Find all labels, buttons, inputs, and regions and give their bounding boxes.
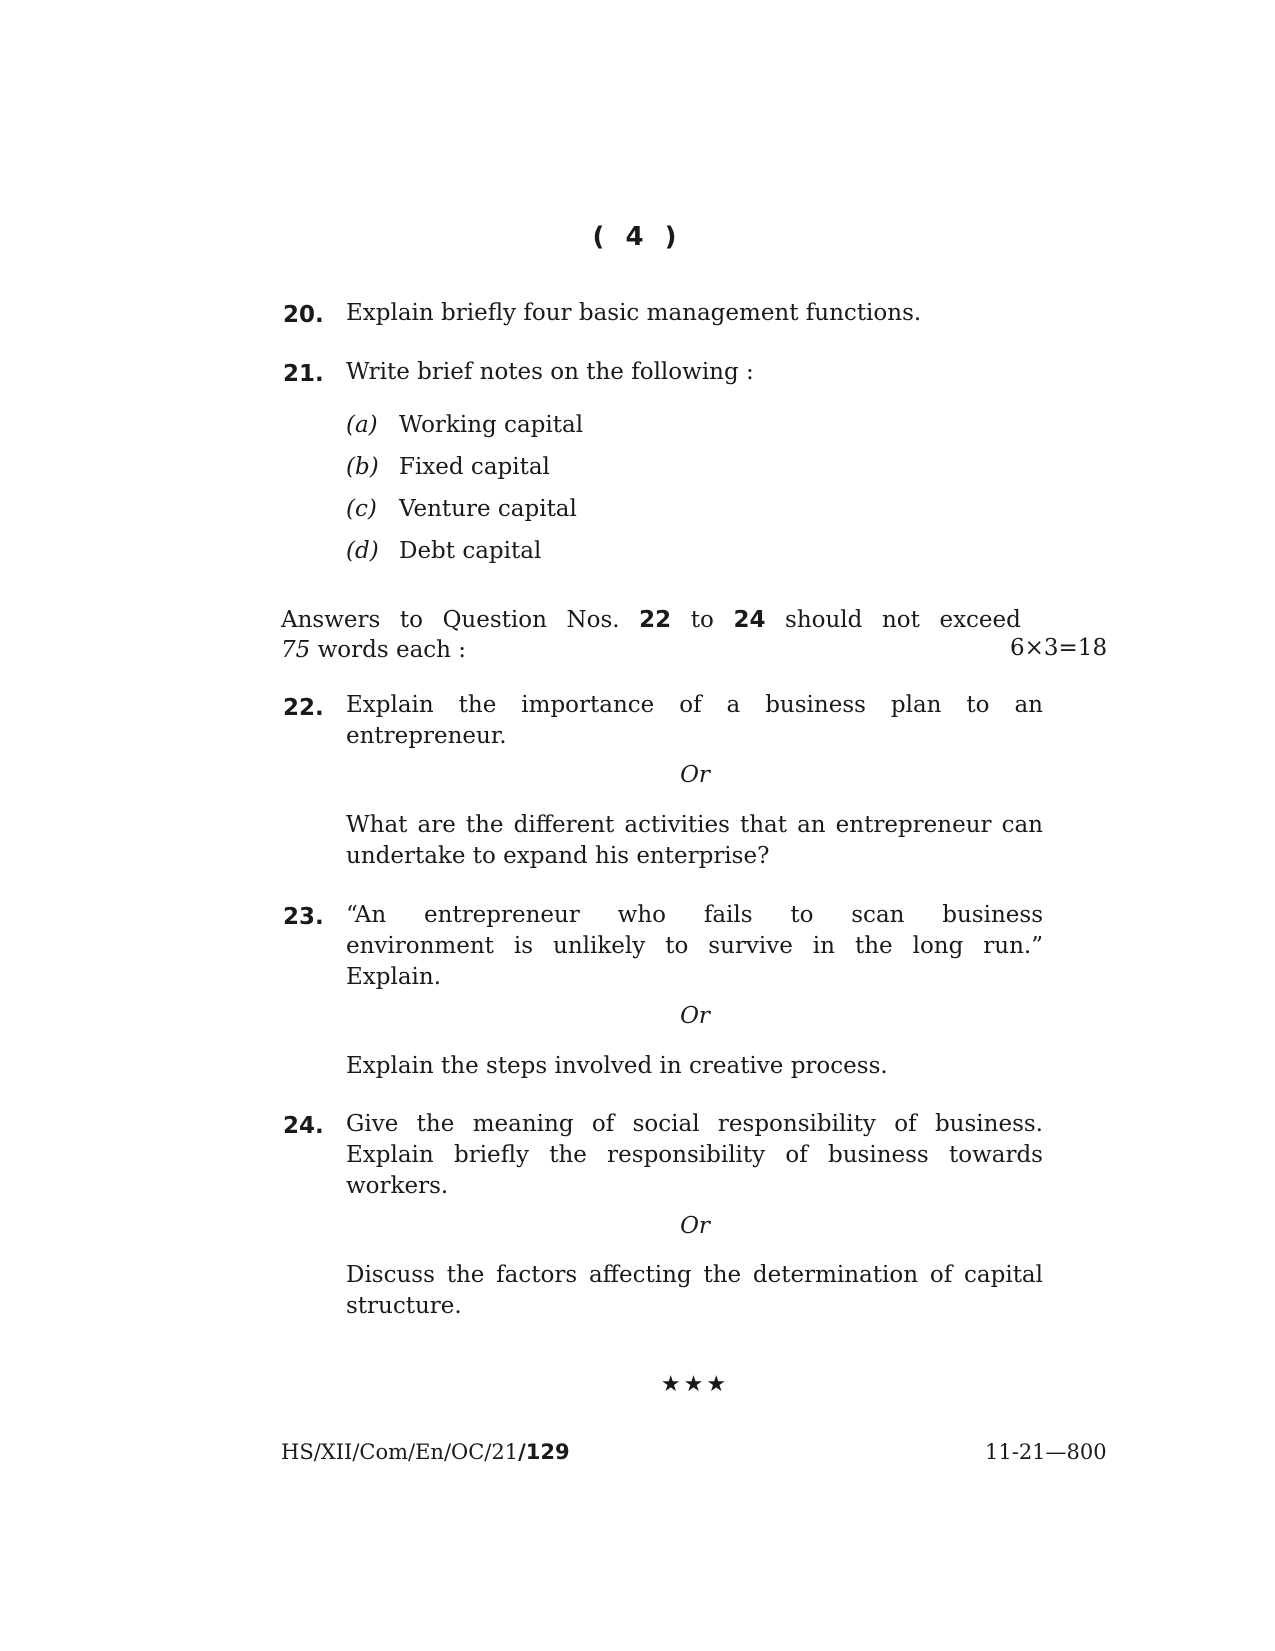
sub-item-text-d: Debt capital (399, 538, 542, 564)
question-24-alt-line-1: Discuss the factors affecting the determination of capital (346, 1262, 1043, 1288)
sub-item-text-a: Working capital (399, 412, 584, 438)
sub-item-letter-d: (d) (346, 538, 379, 564)
question-23-line-1: “An entrepreneur who fails to scan business (346, 902, 1043, 928)
sub-item-letter-c: (c) (346, 496, 377, 522)
question-24-line-1: Give the meaning of social responsibility of business. (346, 1111, 1043, 1137)
question-20-text: Explain briefly four basic management functions. (346, 300, 922, 326)
question-22-line-1: Explain the importance of a business plan to an (346, 692, 1043, 718)
question-24-line-3: workers. (346, 1173, 449, 1199)
question-22-alt-line-2: undertake to expand his enterprise? (346, 843, 770, 869)
question-23-alt-line-1: Explain the steps involved in creative process. (346, 1053, 888, 1079)
question-number-22: 22. (283, 695, 324, 721)
sub-item-text-c: Venture capital (399, 496, 577, 522)
sub-item-text-b: Fixed capital (399, 454, 550, 480)
sub-item-letter-a: (a) (346, 412, 378, 438)
question-23-line-3: Explain. (346, 964, 442, 990)
page-number: ( 4 ) (592, 222, 683, 252)
end-marker: ★★★ (660, 1372, 730, 1397)
question-23-line-2: environment is unlikely to survive in the long run.” (346, 933, 1043, 959)
print-code: 11-21—800 (985, 1440, 1107, 1464)
question-number-20: 20. (283, 302, 324, 328)
paper-code: HS/XII/Com/En/OC/21/129 (281, 1440, 570, 1464)
question-24-alt-line-2: structure. (346, 1293, 462, 1319)
question-24-line-2: Explain briefly the responsibility of business towards (346, 1142, 1043, 1168)
question-22-alt-line-1: What are the different activities that an entrepreneur can (346, 812, 1043, 838)
question-21-text: Write brief notes on the following : (346, 359, 754, 385)
or-separator: Or (680, 1213, 710, 1239)
question-22-line-2: entrepreneur. (346, 723, 507, 749)
section-instruction: Answers to Question Nos. 22 to 24 should not exceed 75 words each : (281, 607, 1021, 663)
question-number-21: 21. (283, 361, 324, 387)
sub-item-letter-b: (b) (346, 454, 379, 480)
or-separator: Or (680, 762, 710, 788)
section-marks: 6×3=18 (1010, 635, 1108, 661)
question-number-24: 24. (283, 1113, 324, 1139)
or-separator: Or (680, 1003, 710, 1029)
question-number-23: 23. (283, 904, 324, 930)
